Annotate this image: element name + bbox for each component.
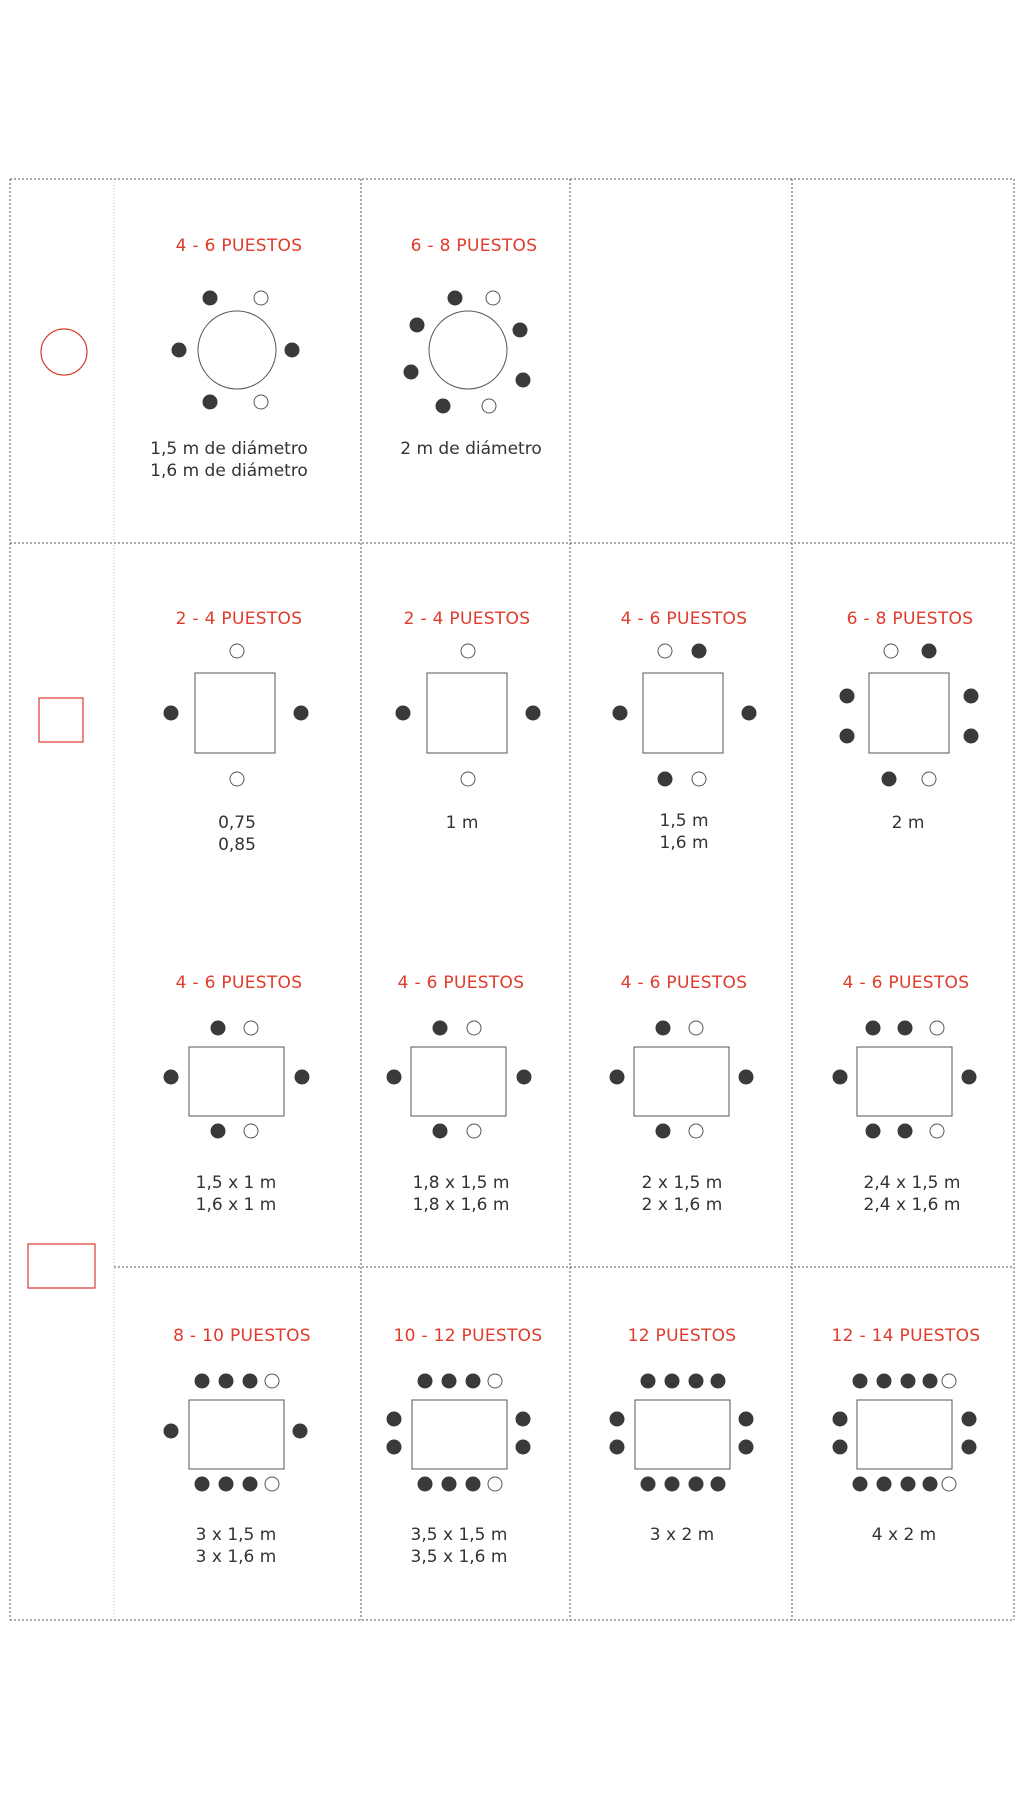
seat-empty-icon xyxy=(930,1124,944,1138)
seat-filled-icon xyxy=(739,1412,753,1426)
seat-filled-icon xyxy=(689,1477,703,1491)
table-shape xyxy=(635,1400,730,1469)
seat-filled-icon xyxy=(833,1412,847,1426)
table-shape xyxy=(857,1400,952,1469)
seat-filled-icon xyxy=(516,1412,530,1426)
dimension-line: 3 x 1,5 m xyxy=(195,1525,277,1545)
dimension-line: 2 x 1,5 m xyxy=(641,1173,723,1193)
seat-empty-icon xyxy=(230,644,244,658)
dimension-line: 1,6 x 1 m xyxy=(195,1195,277,1215)
seat-filled-icon xyxy=(195,1477,209,1491)
seat-filled-icon xyxy=(866,1021,880,1035)
seat-empty-icon xyxy=(230,772,244,786)
capacity-label: 2 - 4 PUESTOS xyxy=(403,609,531,629)
seat-empty-icon xyxy=(689,1021,703,1035)
seat-filled-icon xyxy=(877,1477,891,1491)
table-shape xyxy=(189,1400,284,1469)
seat-filled-icon xyxy=(517,1070,531,1084)
seat-filled-icon xyxy=(436,399,450,413)
dimension-line: 1,6 m xyxy=(659,833,709,853)
dimension-line: 3 x 1,6 m xyxy=(195,1547,277,1567)
capacity-label: 4 - 6 PUESTOS xyxy=(397,973,525,993)
dimension-line: 2 m xyxy=(891,813,925,833)
dimension-label xyxy=(792,1172,1024,1216)
seat-filled-icon xyxy=(739,1070,753,1084)
seat-empty-icon xyxy=(244,1124,258,1138)
seat-empty-icon xyxy=(244,1021,258,1035)
dimension-line: 0,75 xyxy=(218,813,256,833)
seat-filled-icon xyxy=(203,395,217,409)
seat-filled-icon xyxy=(739,1440,753,1454)
dimension-line: 2 x 1,6 m xyxy=(641,1195,723,1215)
capacity-label: 4 - 6 PUESTOS xyxy=(175,973,303,993)
capacity-label: 4 - 6 PUESTOS xyxy=(175,236,303,256)
seat-empty-icon xyxy=(254,291,268,305)
dimension-line: 1,5 m xyxy=(659,811,709,831)
dimension-label xyxy=(562,1172,802,1216)
seat-filled-icon xyxy=(293,1424,307,1438)
table-shape xyxy=(634,1047,729,1116)
dimension-line: 1,6 m de diámetro xyxy=(150,461,308,481)
table-shape xyxy=(412,1400,507,1469)
seat-filled-icon xyxy=(387,1070,401,1084)
seat-filled-icon xyxy=(898,1021,912,1035)
square-table-icon xyxy=(39,698,83,742)
capacity-label: 12 PUESTOS xyxy=(627,1326,737,1346)
dimension-line: 0,85 xyxy=(218,835,256,855)
seat-empty-icon xyxy=(922,772,936,786)
seat-filled-icon xyxy=(901,1477,915,1491)
seat-empty-icon xyxy=(930,1021,944,1035)
table-shape xyxy=(195,673,275,753)
capacity-label: 2 - 4 PUESTOS xyxy=(175,609,303,629)
table-shape xyxy=(427,673,507,753)
seat-filled-icon xyxy=(840,729,854,743)
seat-filled-icon xyxy=(610,1412,624,1426)
seat-filled-icon xyxy=(665,1374,679,1388)
seat-filled-icon xyxy=(962,1440,976,1454)
table-shape xyxy=(869,673,949,753)
seat-empty-icon xyxy=(488,1374,502,1388)
seat-filled-icon xyxy=(901,1374,915,1388)
seat-filled-icon xyxy=(243,1477,257,1491)
seat-empty-icon xyxy=(486,291,500,305)
seat-filled-icon xyxy=(665,1477,679,1491)
seat-filled-icon xyxy=(833,1440,847,1454)
seat-empty-icon xyxy=(254,395,268,409)
seat-filled-icon xyxy=(882,772,896,786)
seat-filled-icon xyxy=(211,1124,225,1138)
dimension-line: 2,4 x 1,6 m xyxy=(863,1195,961,1215)
seat-filled-icon xyxy=(219,1374,233,1388)
seat-filled-icon xyxy=(387,1412,401,1426)
seat-filled-icon xyxy=(164,706,178,720)
seat-filled-icon xyxy=(513,323,527,337)
seat-empty-icon xyxy=(265,1477,279,1491)
seat-filled-icon xyxy=(387,1440,401,1454)
dimension-label xyxy=(564,810,804,854)
seat-filled-icon xyxy=(964,689,978,703)
dimension-line: 1,5 m de diámetro xyxy=(150,439,308,459)
dimension-label xyxy=(116,1524,356,1568)
seat-filled-icon xyxy=(923,1374,937,1388)
dimension-label xyxy=(351,438,591,460)
rectangle-table-icon xyxy=(28,1244,95,1288)
seat-filled-icon xyxy=(641,1374,655,1388)
seat-filled-icon xyxy=(658,772,672,786)
seat-filled-icon xyxy=(711,1374,725,1388)
seat-filled-icon xyxy=(433,1124,447,1138)
capacity-label: 4 - 6 PUESTOS xyxy=(620,973,748,993)
seat-empty-icon xyxy=(884,644,898,658)
seat-filled-icon xyxy=(172,343,186,357)
seat-filled-icon xyxy=(404,365,418,379)
dimension-line: 3,5 x 1,5 m xyxy=(410,1525,508,1545)
seat-filled-icon xyxy=(442,1374,456,1388)
seat-filled-icon xyxy=(711,1477,725,1491)
seat-filled-icon xyxy=(610,1440,624,1454)
seat-filled-icon xyxy=(164,1070,178,1084)
dimension-label xyxy=(339,1524,579,1568)
seat-filled-icon xyxy=(641,1477,655,1491)
seat-empty-icon xyxy=(461,644,475,658)
table-shape xyxy=(857,1047,952,1116)
seat-filled-icon xyxy=(962,1070,976,1084)
dimension-line: 1,5 x 1 m xyxy=(195,1173,277,1193)
seat-empty-icon xyxy=(689,1124,703,1138)
seat-filled-icon xyxy=(448,291,462,305)
capacity-label: 6 - 8 PUESTOS xyxy=(410,236,538,256)
seat-filled-icon xyxy=(692,644,706,658)
seat-filled-icon xyxy=(418,1477,432,1491)
seat-filled-icon xyxy=(656,1021,670,1035)
seat-filled-icon xyxy=(164,1424,178,1438)
dimension-label xyxy=(562,1524,802,1546)
table-shape xyxy=(189,1047,284,1116)
seat-filled-icon xyxy=(294,706,308,720)
seat-empty-icon xyxy=(942,1477,956,1491)
seat-filled-icon xyxy=(866,1124,880,1138)
seat-filled-icon xyxy=(418,1374,432,1388)
seat-filled-icon xyxy=(610,1070,624,1084)
capacity-label: 12 - 14 PUESTOS xyxy=(831,1326,981,1346)
seat-empty-icon xyxy=(488,1477,502,1491)
dimension-label xyxy=(788,812,1024,834)
seat-filled-icon xyxy=(466,1374,480,1388)
dimension-line: 3,5 x 1,6 m xyxy=(410,1547,508,1567)
dimension-line: 2,4 x 1,5 m xyxy=(863,1173,961,1193)
seat-filled-icon xyxy=(923,1477,937,1491)
seat-filled-icon xyxy=(243,1374,257,1388)
dimension-line: 4 x 2 m xyxy=(871,1525,937,1545)
dimension-line: 3 x 2 m xyxy=(649,1525,715,1545)
seat-empty-icon xyxy=(482,399,496,413)
table-shape xyxy=(643,673,723,753)
seat-filled-icon xyxy=(898,1124,912,1138)
capacity-label: 4 - 6 PUESTOS xyxy=(620,609,748,629)
seat-filled-icon xyxy=(295,1070,309,1084)
seat-filled-icon xyxy=(195,1374,209,1388)
seat-filled-icon xyxy=(964,729,978,743)
seat-filled-icon xyxy=(526,706,540,720)
capacity-label: 6 - 8 PUESTOS xyxy=(846,609,974,629)
seat-filled-icon xyxy=(742,706,756,720)
seat-filled-icon xyxy=(211,1021,225,1035)
seat-filled-icon xyxy=(516,373,530,387)
seat-filled-icon xyxy=(396,706,410,720)
seat-filled-icon xyxy=(853,1477,867,1491)
dimension-line: 2 m de diámetro xyxy=(400,439,542,459)
seat-filled-icon xyxy=(853,1374,867,1388)
seat-empty-icon xyxy=(692,772,706,786)
dimension-label xyxy=(109,438,349,482)
table-shape xyxy=(198,311,276,389)
dimension-label xyxy=(117,812,357,856)
seat-filled-icon xyxy=(203,291,217,305)
seat-filled-icon xyxy=(410,318,424,332)
dimension-label xyxy=(341,1172,581,1216)
seat-empty-icon xyxy=(942,1374,956,1388)
seat-filled-icon xyxy=(433,1021,447,1035)
seat-empty-icon xyxy=(467,1021,481,1035)
seat-empty-icon xyxy=(467,1124,481,1138)
seat-filled-icon xyxy=(656,1124,670,1138)
seat-filled-icon xyxy=(840,689,854,703)
seat-filled-icon xyxy=(833,1070,847,1084)
seat-filled-icon xyxy=(285,343,299,357)
seat-empty-icon xyxy=(658,644,672,658)
seat-filled-icon xyxy=(922,644,936,658)
seat-filled-icon xyxy=(877,1374,891,1388)
seat-filled-icon xyxy=(516,1440,530,1454)
seat-filled-icon xyxy=(466,1477,480,1491)
seat-empty-icon xyxy=(265,1374,279,1388)
table-shape xyxy=(411,1047,506,1116)
capacity-label: 4 - 6 PUESTOS xyxy=(842,973,970,993)
seat-filled-icon xyxy=(442,1477,456,1491)
table-shape xyxy=(429,311,507,389)
dimension-line: 1,8 x 1,6 m xyxy=(412,1195,510,1215)
dimension-line: 1 m xyxy=(445,813,479,833)
seat-filled-icon xyxy=(613,706,627,720)
seat-filled-icon xyxy=(962,1412,976,1426)
capacity-label: 8 - 10 PUESTOS xyxy=(173,1326,311,1346)
seat-filled-icon xyxy=(219,1477,233,1491)
capacity-label: 10 - 12 PUESTOS xyxy=(393,1326,543,1346)
dimension-label xyxy=(784,1524,1024,1546)
dimension-line: 1,8 x 1,5 m xyxy=(412,1173,510,1193)
dimension-label xyxy=(342,812,582,834)
round-table-icon xyxy=(41,329,87,375)
dimension-label xyxy=(116,1172,356,1216)
seat-filled-icon xyxy=(689,1374,703,1388)
seat-empty-icon xyxy=(461,772,475,786)
